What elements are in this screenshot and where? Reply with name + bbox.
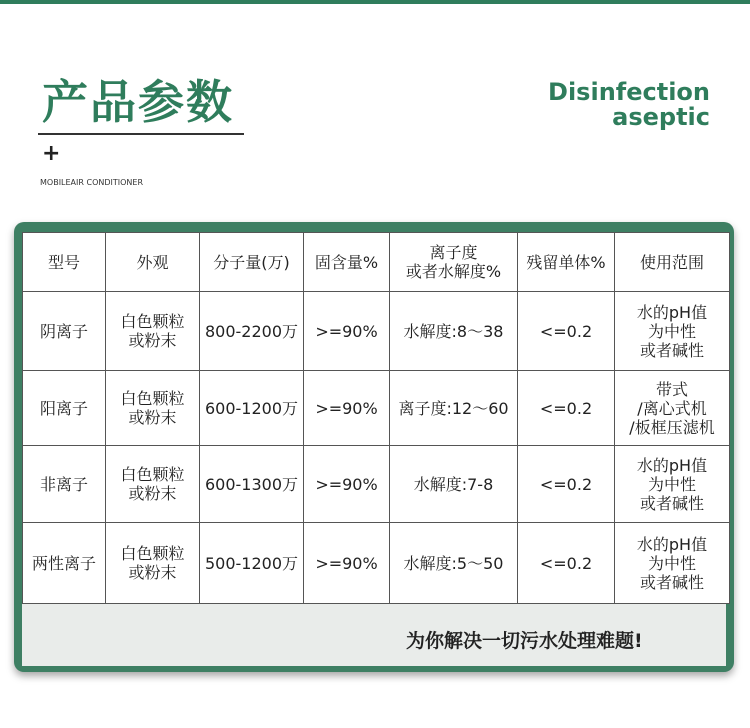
table-cell: 800-2200万	[200, 292, 304, 371]
english-tagline	[548, 80, 710, 130]
table-cell: >=90%	[304, 523, 390, 604]
column-header: 使用范围	[615, 233, 730, 292]
table-header-row	[23, 233, 730, 292]
table-cell: 阴离子	[23, 292, 106, 371]
table-cell: 水解度:8～38	[390, 292, 518, 371]
table-cell: 600-1300万	[200, 446, 304, 523]
table-cell: <=0.2	[518, 446, 615, 523]
table-cell: 水解度:7-8	[390, 446, 518, 523]
column-header: 离子度 或者水解度%	[390, 233, 518, 292]
table-row	[23, 523, 730, 604]
tagline-line-1: Disinfection	[548, 78, 710, 106]
footer-slogan: 为你解决一切污水处理难题!	[406, 630, 643, 652]
table-cell: 离子度:12～60	[390, 371, 518, 446]
table-cell: 白色颗粒 或粉末	[106, 371, 200, 446]
table-cell: 水解度:5～50	[390, 523, 518, 604]
table-row	[23, 292, 730, 371]
table-cell: 600-1200万	[200, 371, 304, 446]
title-underline	[38, 133, 244, 135]
column-header: 分子量(万)	[200, 233, 304, 292]
table-cell: 带式 /离心式机 /板框压滤机	[615, 371, 730, 446]
table-cell: >=90%	[304, 371, 390, 446]
column-header: 残留单体%	[518, 233, 615, 292]
table-cell: >=90%	[304, 292, 390, 371]
faint-watermark	[330, 624, 390, 652]
column-header: 外观	[106, 233, 200, 292]
table-row	[23, 371, 730, 446]
table-row	[23, 446, 730, 523]
table-cell: 白色颗粒 或粉末	[106, 292, 200, 371]
table-cell: <=0.2	[518, 292, 615, 371]
page-title: 产品参数	[42, 75, 234, 129]
table-cell: 水的pH值 为中性 或者碱性	[615, 292, 730, 371]
table-cell: <=0.2	[518, 371, 615, 446]
table-cell: 500-1200万	[200, 523, 304, 604]
column-header: 型号	[23, 233, 106, 292]
table-cell: >=90%	[304, 446, 390, 523]
plus-icon: +	[42, 141, 61, 166]
table-cell: 白色颗粒 或粉末	[106, 446, 200, 523]
table-cell: <=0.2	[518, 523, 615, 604]
table-cell: 水的pH值 为中性 或者碱性	[615, 446, 730, 523]
top-accent-line	[0, 0, 750, 4]
table-cell: 白色颗粒 或粉末	[106, 523, 200, 604]
table-cell: 非离子	[23, 446, 106, 523]
table-cell: 两性离子	[23, 523, 106, 604]
table-cell: 阳离子	[23, 371, 106, 446]
column-header: 固含量%	[304, 233, 390, 292]
product-parameter-table	[22, 232, 730, 604]
tagline-line-2: aseptic	[612, 103, 710, 131]
table-cell: 水的pH值 为中性 或者碱性	[615, 523, 730, 604]
subtitle-caption: MOBILEAIR CONDITIONER	[40, 178, 144, 187]
